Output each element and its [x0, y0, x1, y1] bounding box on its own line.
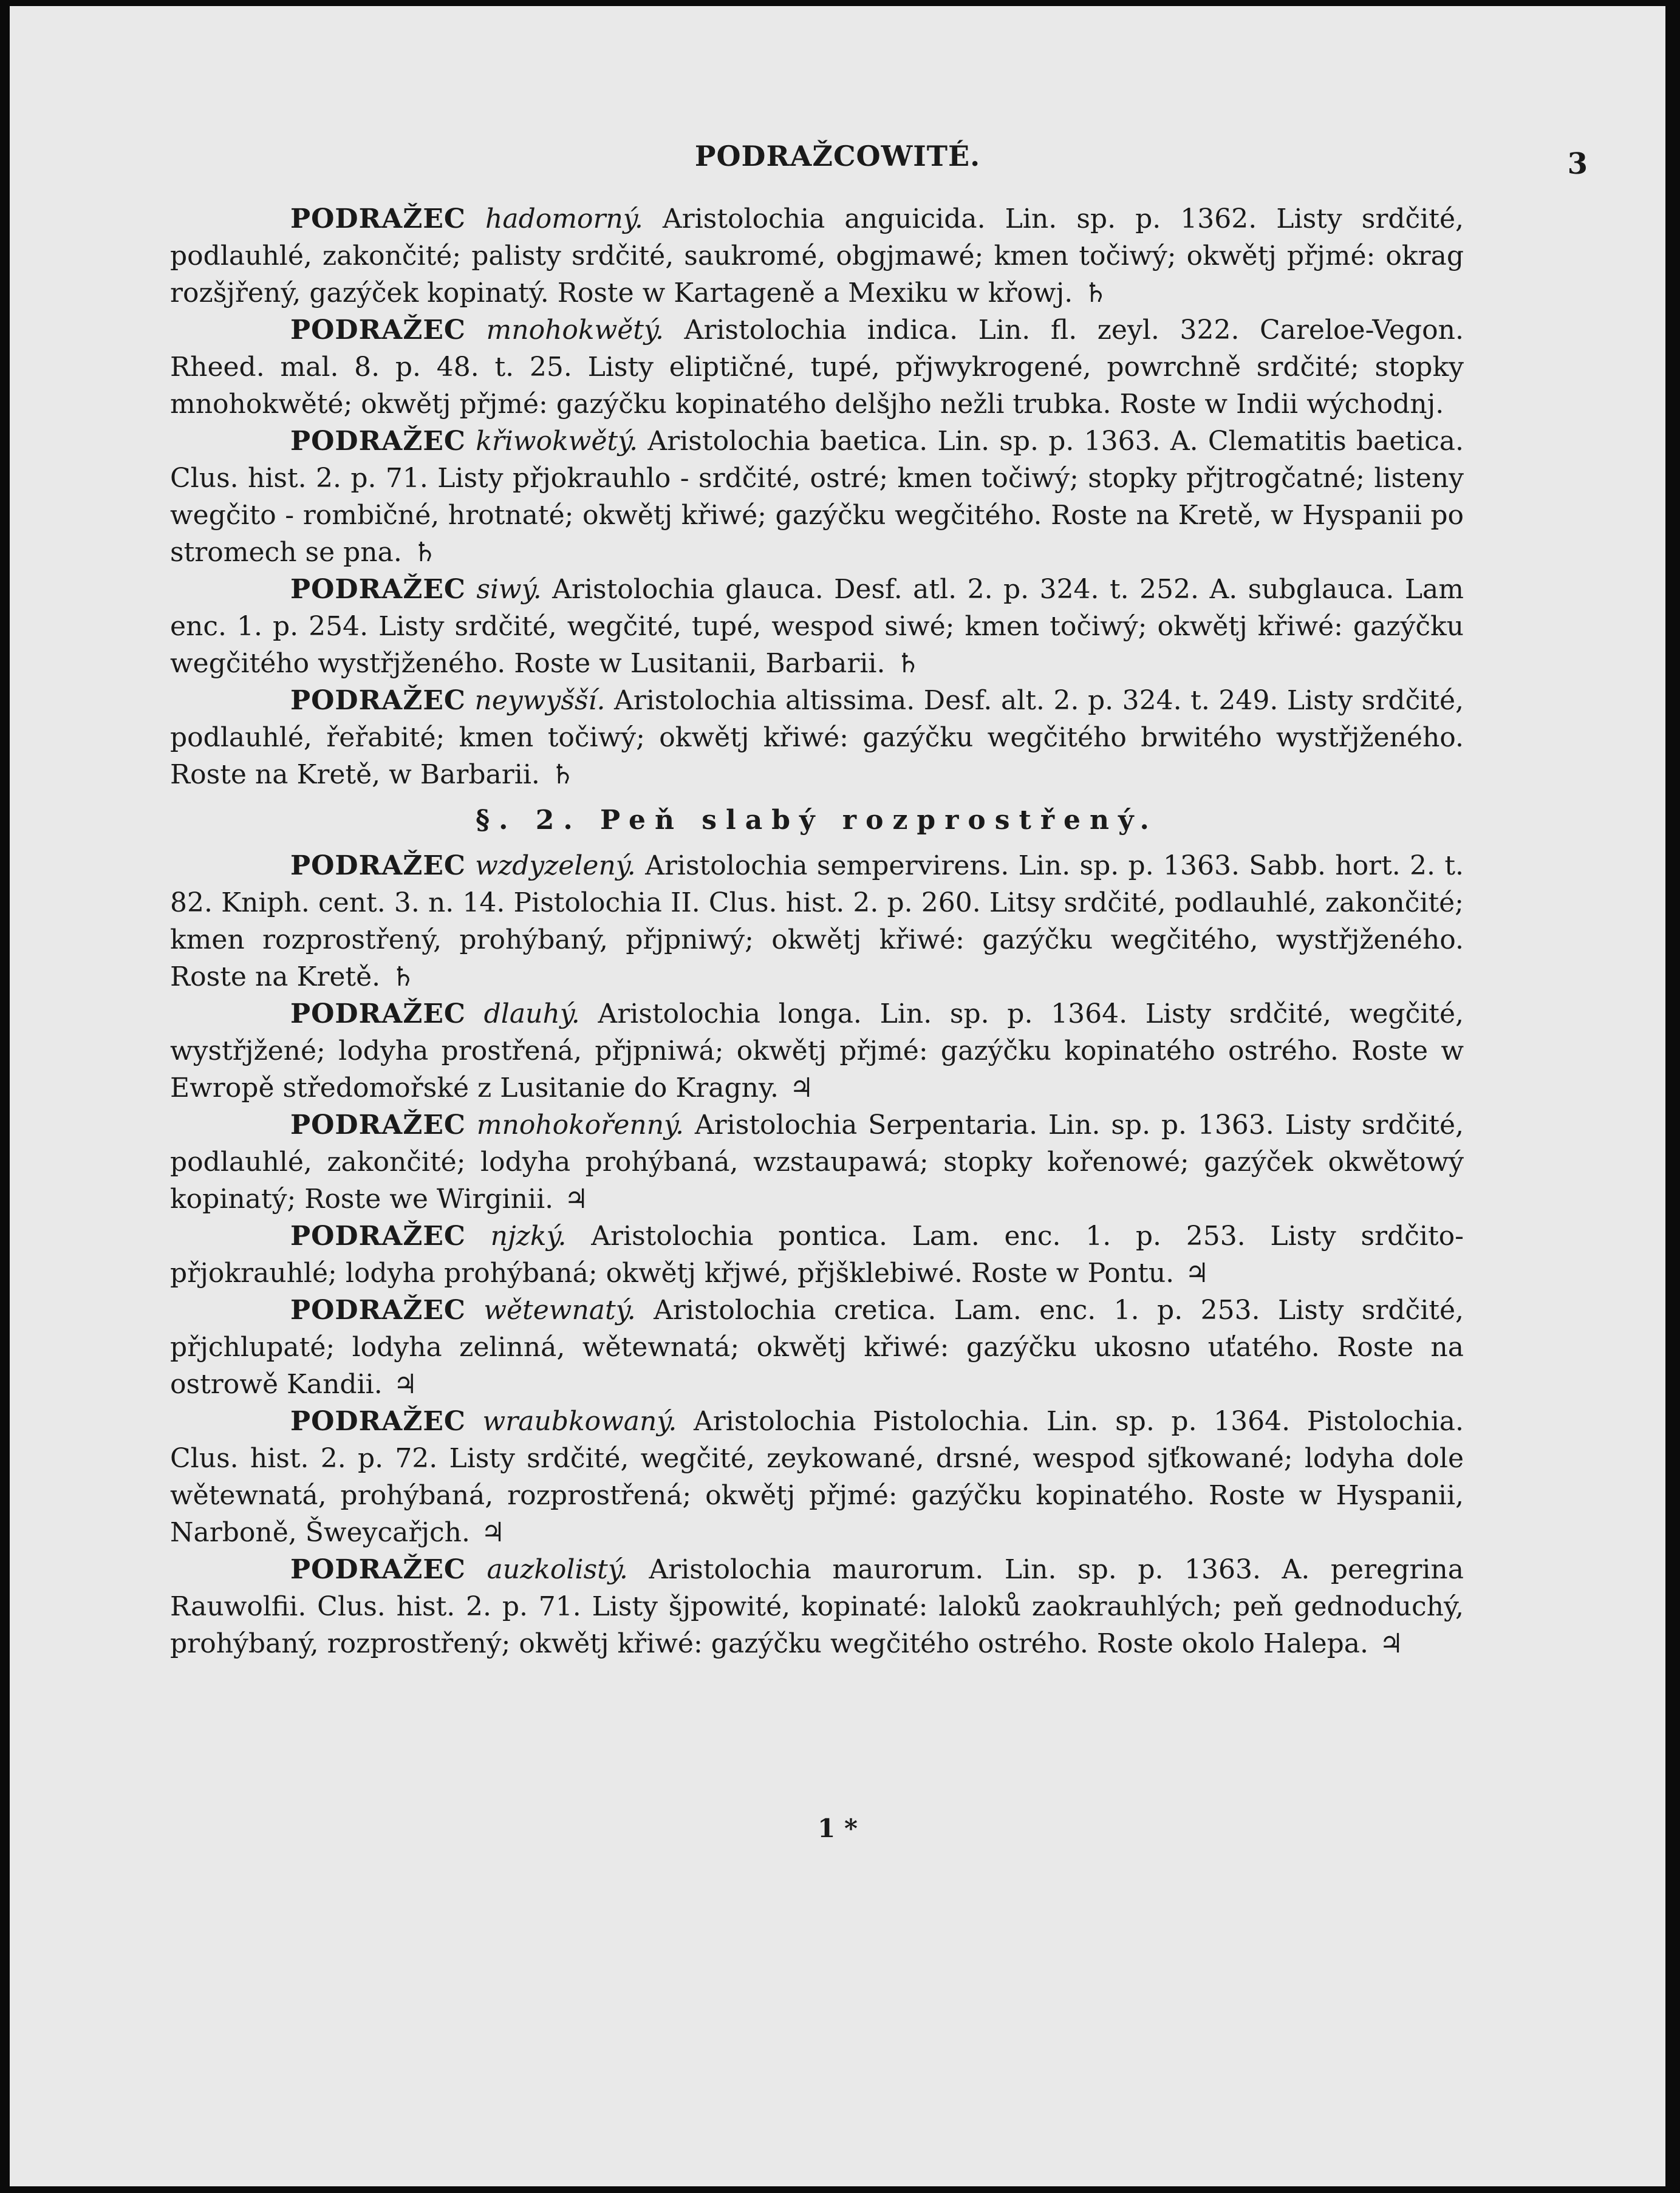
- genus-name: PODRAŽEC: [290, 1554, 466, 1585]
- text-body: [170, 200, 1464, 1662]
- genus-name: PODRAŽEC: [290, 685, 466, 716]
- species-entry: [170, 682, 1464, 793]
- genus-name: PODRAŽEC: [290, 315, 466, 346]
- species-entry: [170, 571, 1464, 682]
- species-epithet: mnohokwětý.: [486, 315, 664, 346]
- signature-mark: 1 *: [818, 1813, 858, 1843]
- species-description: Aristolochia Serpentaria. Lin. sp. p. 1363. Listy srdčité, podlauhlé, zakončité; lodyha prohýbaná, wzstaupawá; stopky kořenowé; gazýček okwětowý kopinatý; Roste we Wirginii.: [170, 1110, 1464, 1215]
- species-epithet: njzký.: [490, 1221, 567, 1252]
- species-epithet: dlauhý.: [483, 998, 580, 1029]
- genus-name: PODRAŽEC: [290, 1295, 466, 1326]
- entries-group-1: [170, 200, 1464, 793]
- species-entry: [170, 1403, 1464, 1551]
- species-description: Aristolochia longa. Lin. sp. p. 1364. Listy srdčité, wegčité, wystřjžené; lodyha prostřená, přjpniwá; okwětj přjmé: gazýčku kopinatého ostrého. Roste w Ewropě středomořské z Lusitanie do Kragny.: [170, 998, 1464, 1103]
- genus-name: PODRAŽEC: [290, 574, 466, 605]
- species-entry: [170, 1107, 1464, 1218]
- species-epithet: wraubkowaný.: [482, 1406, 677, 1437]
- species-entry: [170, 200, 1464, 312]
- species-description: Aristolochia glauca. Desf. atl. 2. p. 324. t. 252. A. subglauca. Lam enc. 1. p. 254. Listy srdčité, wegčité, tupé, wespod siwé; kmen točiwý; okwětj křiwé: gazýčku wegčitého wystřjženého. Roste w Lusitanii, Barbarii.: [170, 574, 1464, 679]
- species-description: Aristolochia cretica. Lam. enc. 1. p. 253. Listy srdčité, přjchlupaté; lodyha zelinná, wětewnatá; okwětj křiwé: gazýčku ukosno uťatého. Roste na ostrowě Kandii.: [170, 1295, 1464, 1400]
- species-description: Aristolochia sempervirens. Lin. sp. p. 1363. Sabb. hort. 2. t. 82. Kniph. cent. 3. n. 14. Pistolochia II. Clus. hist. 2. p. 260. Litsy srdčité, podlauhlé, zakončité; kmen rozprostřený, prohýbaný, přjpniwý; okwětj křiwé: gazýčku wegčitého, wystřjženého. Roste na Kretě.: [170, 850, 1464, 992]
- lifeform-symbol: ♄: [550, 759, 575, 790]
- lifeform-symbol: ♄: [391, 961, 415, 992]
- lifeform-symbol: ♃: [564, 1184, 589, 1215]
- species-epithet: křiwokwětý.: [476, 426, 638, 457]
- species-entry: [170, 423, 1464, 571]
- lifeform-symbol: ♄: [1084, 278, 1108, 309]
- species-epithet: auzkolistý.: [487, 1554, 628, 1585]
- running-header: PODRAŽCOWITÉ.: [694, 140, 981, 172]
- species-entry: [170, 1218, 1464, 1292]
- species-description: Aristolochia maurorum. Lin. sp. p. 1363. A. peregrina Rauwolfii. Clus. hist. 2. p. 71. Listy šjpowité, kopinaté: laloků zaokrauhlých; peň gednoduchý, prohýbaný, rozprostřený; okwětj křiwé: gazýčku wegčitého ostrého. Roste okolo Halepa.: [170, 1554, 1464, 1659]
- page-number: 3: [1567, 147, 1588, 181]
- species-description: Aristolochia altissima. Desf. alt. 2. p. 324. t. 249. Listy srdčité, podlauhlé, řeřabité; kmen točiwý; okwětj křiwé: gazýčku wegčitého brwitého wystřjženého. Roste na Kretě, w Barbarii.: [170, 685, 1464, 790]
- species-entry: [170, 312, 1464, 423]
- section-heading: §. 2. Peň slabý rozprostřený.: [476, 805, 1158, 836]
- lifeform-symbol: ♄: [412, 537, 437, 568]
- lifeform-symbol: ♃: [1185, 1258, 1209, 1289]
- species-epithet: siwý.: [476, 574, 542, 605]
- species-epithet: hadomorný.: [485, 203, 643, 234]
- species-entry: [170, 1551, 1464, 1662]
- species-entry: [170, 1292, 1464, 1403]
- lifeform-symbol: ♃: [481, 1517, 505, 1548]
- species-description: Aristolochia pontica. Lam. enc. 1. p. 253. Listy srdčito-přjokrauhlé; lodyha prohýbaná; okwětj křjwé, přjšklebiwé. Roste w Pontu.: [170, 1221, 1464, 1289]
- genus-name: PODRAŽEC: [290, 1110, 466, 1141]
- species-epithet: wzdyzelený.: [475, 850, 636, 881]
- genus-name: PODRAŽEC: [290, 1406, 466, 1437]
- species-entry: [170, 995, 1464, 1107]
- lifeform-symbol: ♃: [393, 1369, 418, 1400]
- species-description: Aristolochia indica. Lin. fl. zeyl. 322. Careloe-Vegon. Rheed. mal. 8. p. 48. t. 25. Listy eliptičné, tupé, přjwykrogené, powrchně srdčité; stopky mnohokwěté; okwětj přjmé: gazýčku kopinatého delšjho nežli trubka. Roste w Indii wýchodnj.: [170, 315, 1464, 420]
- species-epithet: neywyšší.: [474, 685, 606, 716]
- genus-name: PODRAŽEC: [290, 426, 466, 457]
- entries-group-2: [170, 847, 1464, 1662]
- genus-name: PODRAŽEC: [290, 850, 466, 881]
- species-description: Aristolochia baetica. Lin. sp. p. 1363. A. Clematitis baetica. Clus. hist. 2. p. 71. Listy přjokrauhlo - srdčité, ostré; kmen točiwý; stopky přjtrogčatné; listeny wegčito - rombičné, hrotnaté; okwětj křiwé; gazýčku wegčitého. Roste na Kretě, w Hyspanii po stromech se pna.: [170, 426, 1464, 568]
- lifeform-symbol: ♃: [1379, 1628, 1404, 1659]
- lifeform-symbol: ♃: [790, 1073, 814, 1103]
- species-entry: [170, 847, 1464, 995]
- species-description: Aristolochia Pistolochia. Lin. sp. p. 1364. Pistolochia. Clus. hist. 2. p. 72. Listy srdčité, wegčité, zeykowané, drsné, wespod sjťkowané; lodyha dole wětewnatá, prohýbaná, rozprostřená; okwětj přjmé: gazýčku kopinatého. Roste w Hyspanii, Narboně, Šweycařjch.: [170, 1406, 1464, 1548]
- lifeform-symbol: ♄: [896, 648, 920, 679]
- species-epithet: mnohokořenný.: [476, 1110, 685, 1141]
- species-description: Aristolochia anguicida. Lin. sp. p. 1362. Listy srdčité, podlauhlé, zakončité; palisty srdčité, saukromé, obgjmawé; kmen točiwý; okwětj přjmé: okrag rozšjřený, gazýček kopinatý. Roste w Kartageně a Mexiku w křowj.: [170, 203, 1464, 309]
- genus-name: PODRAŽEC: [290, 1221, 466, 1252]
- species-epithet: wětewnatý.: [483, 1295, 636, 1326]
- book-page: [10, 6, 1665, 2186]
- genus-name: PODRAŽEC: [290, 203, 466, 234]
- genus-name: PODRAŽEC: [290, 998, 466, 1029]
